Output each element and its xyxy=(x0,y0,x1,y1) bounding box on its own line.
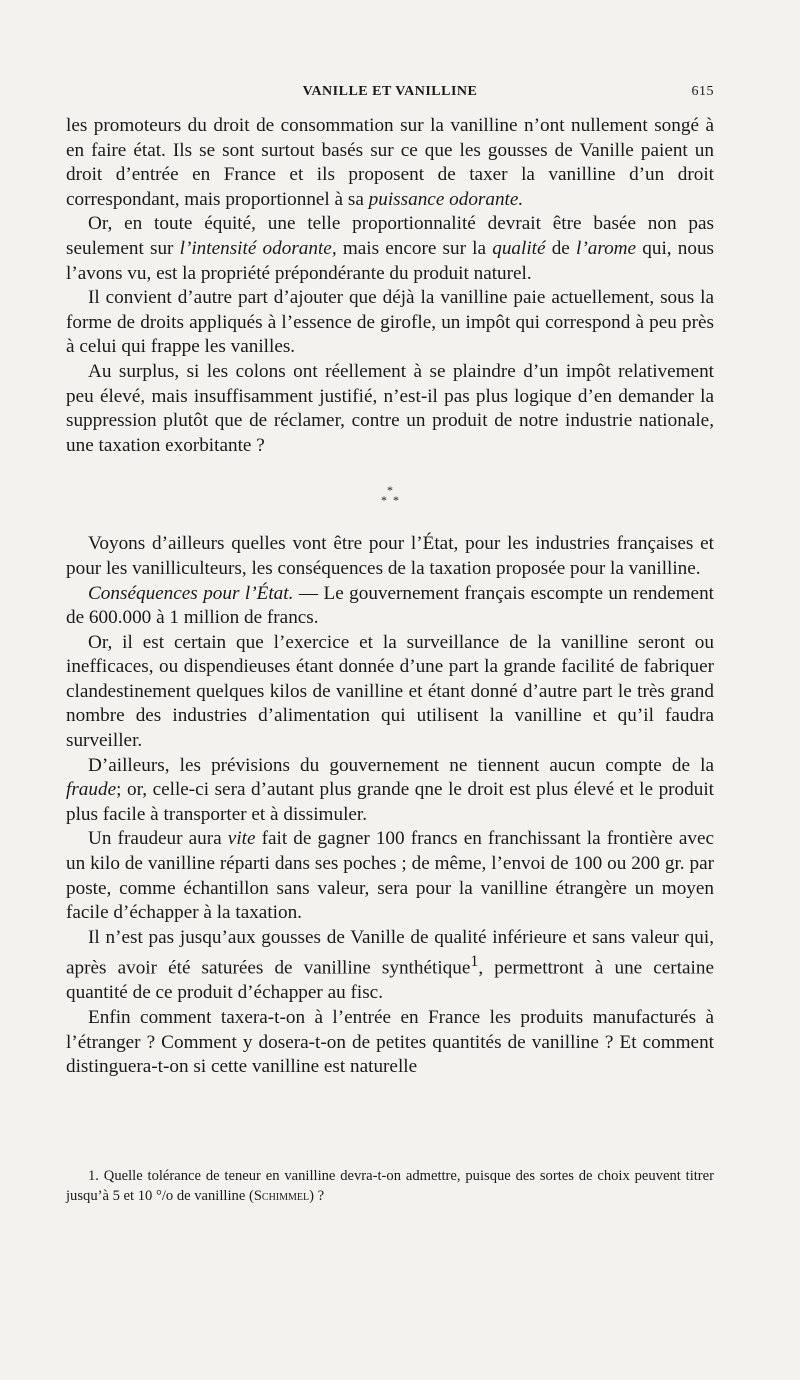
paragraph-text: Or, en toute équité, une telle proportionnalité devrait être basée non pas seulement sur xyxy=(66,213,714,259)
emphasis: fraude xyxy=(66,779,117,801)
paragraph-5: Voyons d’ailleurs quelles vont être pour l’État, pour les industries françaises et pour les vanilliculteurs, les conséquences de la taxation proposée pour la vanilline. xyxy=(66,533,714,579)
paragraph-text: les promoteurs du droit de consommation sur la vanilline n’ont nullement songé à en faire état. Ils se sont surtout basés sur ce que les gousses de Vanille paient un droit d’entrée en France et ils proposent de taxer la vanilline d’un droit correspondant, mais proportionnel à sa xyxy=(66,115,714,210)
paragraph-text: de xyxy=(551,237,570,259)
emphasis: puissance odorante. xyxy=(368,188,524,210)
paragraph-text: fait de gagner 100 francs en franchissant la frontière avec un kilo de vanilline réparti dans ses poches ; de même, l’envoi de 100 ou 200 gr. par poste, comme échantillon sans valeur, sera pour la vanilline étrangère un moyen facile d’échapper à la taxation. xyxy=(66,828,715,924)
separator-star: * xyxy=(381,493,387,508)
separator-star: * xyxy=(393,493,399,508)
emphasis: l’intensité odorante, xyxy=(179,237,337,259)
paragraph-7: Or, il est certain que l’exercice et la surveillance de la vanilline seront ou inefficaces, ou dispendieuses étant donnée d’une part la grande facilité de fabriquer clandestinement quelques kilos de vanilline et étant donné d’autre part le très grand nombre des industries d’alimentation qui utilisent la vanilline et qu’il faudra surveiller. xyxy=(66,631,714,752)
paragraph-text: D’ailleurs, les prévisions du gouvernement ne tiennent aucun compte de la xyxy=(88,754,714,776)
section-separator xyxy=(66,458,714,532)
footnote-author: Schimmel xyxy=(253,1188,310,1204)
paragraph-text: Il n’est pas jusqu’aux gousses de Vanille de qualité inférieure et sans valeur qui, après avoir été saturées de vanilline synthétique xyxy=(66,926,714,979)
paragraph-10 xyxy=(66,926,714,1006)
running-title: VANILLE ET VANILLINE xyxy=(302,84,478,99)
paragraph-4: Au surplus, si les colons ont réellement à se plaindre d’un impôt relativement peu élevé, mais insuffisamment justifié, n’est-il pas plus logique d’en demander la suppression plutôt que de réclamer, contre un produit de notre industrie nationale, une taxation exorbitante ? xyxy=(66,360,714,456)
footnote-number: 1. xyxy=(88,1168,99,1184)
paragraph-11: Enfin comment taxera-t-on à l’entrée en France les produits manufacturés à l’étranger ? Comment y dosera-t-on de petites quantités de vanilline ? Et comment distinguera-t-on si cette vanilline est naturelle xyxy=(66,1006,714,1078)
page-number: 615 xyxy=(691,84,714,99)
paragraph-text: mais encore sur la xyxy=(342,237,487,259)
footnote-text-end: ) ? xyxy=(309,1188,325,1204)
paragraph-8 xyxy=(66,754,714,828)
paragraph-text: ; or, celle-ci sera d’autant plus grande qne le droit est plus élevé et le produit plus facile à transporter et à dissimuler. xyxy=(66,779,714,825)
body-text xyxy=(66,114,714,1080)
paragraph-9 xyxy=(66,827,714,925)
emphasis: qualité xyxy=(492,237,546,259)
footnote-ref: 1 xyxy=(470,953,479,971)
emphasis: l’arome xyxy=(576,237,637,259)
paragraph-text: , permettront à une certaine quantité de ce produit d’échapper au fisc. xyxy=(66,957,714,1004)
section-heading: Conséquences pour l’État. xyxy=(88,582,294,604)
paragraph-3: Il convient d’autre part d’ajouter que déjà la vanilline paie actuellement, sous la forme de droits appliqués à l’essence de girofle, un impôt qui correspond à peu près à celui qui frappe les vanilles. xyxy=(66,287,714,358)
paragraph-2 xyxy=(66,212,714,286)
emphasis: vite xyxy=(227,828,256,850)
footnote-text: Quelle tolérance de teneur en vanilline devra-t-on admettre, puisque des sortes de choix peuvent titrer jusqu’à 5 et 10 °/o de vanilline ( xyxy=(66,1168,715,1204)
paragraph-6 xyxy=(66,582,714,631)
paragraph-text: Un fraudeur aura xyxy=(88,828,222,850)
paragraph-text: qui, nous l’avons vu, est la propriété prépondérante du produit naturel. xyxy=(66,237,714,284)
footnote xyxy=(66,1166,714,1206)
separator-star: * xyxy=(387,483,393,498)
paragraph-text: — Le gouvernement français escompte un rendement de 600.000 à 1 million de francs. xyxy=(66,582,715,629)
running-header xyxy=(66,84,714,108)
paragraph-1 xyxy=(66,114,714,212)
